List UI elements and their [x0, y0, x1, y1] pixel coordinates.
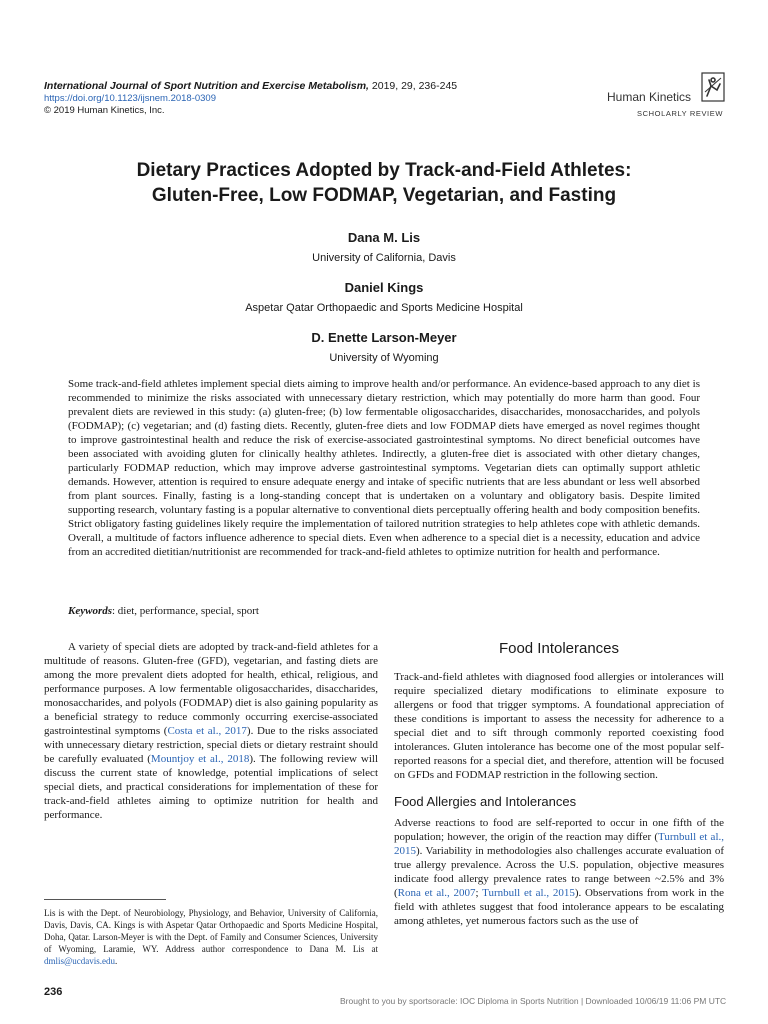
body-text: Adverse reactions to food are self-reported to occur in one fifth of the population; however, the origin of the reaction may differ ( — [394, 817, 724, 843]
footnote-text: Lis is with the Dept. of Neurobiology, Physiology, and Behavior, University of California, Davis, Davis, CA. Kings is with Aspetar Qatar Orthopaedic and Sports Medicine Hospital, Doha, Qatar. Larson-Meyer is with the Dept. of Family and Consumer Sciences, University of Wyoming, Laramie, WY. Address author correspondence to Dana M. Lis at — [44, 908, 378, 954]
article-title — [60, 158, 708, 208]
author-block — [100, 330, 668, 365]
citation-link[interactable]: Mountjoy et al., 2018 — [150, 753, 250, 765]
author-affiliation: Aspetar Qatar Orthopaedic and Sports Medicine Hospital — [245, 302, 523, 314]
citation-link[interactable]: Rona et al., 2007 — [397, 887, 476, 899]
copyright: © 2019 Human Kinetics, Inc. — [44, 105, 165, 116]
body-text: ). Variability in methodologies also challenges accurate evaluation of true allergy prevalence. Across the U.S. population, objective measures indicate food allergy prevalence rates to range between ~2.5% and 3% ( — [394, 845, 724, 899]
abstract: Some track-and-field athletes implement special diets aiming to improve health and/or performance. An evidence-based approach to any diet is recommended to minimize the risks associated with unnecessary dietary restriction, which may potentially do more harm than good. Four prevalent diets are reviewed in this study: (a) gluten-free; (b) low fermentable oligosaccharides, disaccharides, monosaccharides, and polyols (FODMAP); (c) vegetarian; and (d) fasting diets. Recently, gluten-free diets and low FODMAP diets have emerged as novel regimes thought to improve gastrointestinal health and reduce the risk of exercise-associated gastrointestinal symptoms. No direct beneficial outcomes have been associated with avoiding gluten for clinically healthy athletes. Indirectly, a gluten-free diet is associated with other dietary changes, particularly FODMAP reduction, which may improve adverse gastrointestinal symptoms. Vegetarian diets can optimally support athletic demands. However, attention is required to ensure adequate energy and intake of specific nutrients that are less abundant or less well absorbed from plant sources. Finally, fasting is a long-standing concept that is undertaken on a voluntary and obligatory basis. Despite limited supporting research, voluntary fasting is a popular alternative to conventional diets perceptually offering health and body composition benefits. Strict obligatory fasting guidelines likely require the implementation of tailored nutrition strategies to help athletes cope with athletic demands. Overall, a multitude of factors influence adherence to special diets. Even when adherence to a special diet is a necessity, education and advice from an accredited dietitian/nutritionist are recommended for track-and-field athletes to optimize nutrition for health and performance. — [68, 378, 700, 558]
footnote-end: . — [115, 956, 118, 966]
citation-link[interactable]: Costa et al., 2017 — [167, 725, 247, 737]
footnote-divider — [44, 899, 166, 900]
citation-link[interactable]: Turnbull et al., 2015 — [482, 887, 575, 899]
article-type: SCHOLARLY REVIEW — [637, 109, 724, 118]
author-name: Dana M. Lis — [347, 230, 421, 245]
citation-link[interactable]: Turnbull et al., 2015 — [394, 831, 724, 857]
download-notice: Brought to you by sportsoracle: IOC Diploma in Sports Nutrition | Downloaded 10/06/19 11:06 PM UTC — [340, 996, 727, 1006]
human-kinetics-logo-icon — [701, 72, 725, 102]
publisher-name: Human Kinetics — [607, 90, 692, 104]
publisher-logo — [597, 72, 727, 122]
subsection-heading: Food Allergies and Intolerances — [394, 794, 577, 809]
intro-text: A variety of special diets are adopted by track-and-field athletes for a multitude of reasons. Gluten-free (GFD), vegetarian, and fasting diets are among the more prevalent diets adopted for health, ethical, religious, and performance purposes. A low fermentable oligosaccharides, disaccharides, monosaccharides, and polyols (FODMAP) diet is also gaining popularity as a beneficial strategy to reduce commonly occurring exercise-associated gastrointestinal symptoms ( — [44, 641, 378, 737]
journal-volume: 2019, 29, 236-245 — [368, 80, 458, 92]
author-name: D. Enette Larson-Meyer — [311, 330, 457, 345]
email-link[interactable]: dmlis@ucdavis.edu — [44, 956, 116, 966]
author-block — [100, 280, 668, 315]
author-block — [100, 230, 668, 265]
title-line-2: Gluten-Free, Low FODMAP, Vegetarian, and Fasting — [151, 185, 617, 206]
title-line-1: Dietary Practices Adopted by Track-and-Field Athletes: — [136, 160, 632, 181]
subsection-paragraph — [394, 816, 724, 928]
body-text: ; — [475, 887, 483, 899]
intro-text: ). Due to the risks associated with unnecessary dietary restriction, special diets or dietary restraint should be carefully evaluated ( — [44, 725, 379, 765]
intro-column — [44, 640, 378, 822]
keywords-label: Keywords — [68, 605, 112, 617]
author-affiliation: University of Wyoming — [329, 352, 439, 364]
page-number: 236 — [44, 986, 63, 998]
author-footnote — [44, 907, 378, 967]
doi-link[interactable]: https://doi.org/10.1123/ijsnem.2018-0309 — [44, 93, 216, 104]
keywords — [68, 604, 700, 618]
body-text: ). Observations from work in the field with athletes suggest that food intolerance appears to be escalating among athletes, yet numerous factors such as the use of — [394, 887, 724, 927]
section-paragraph: Track-and-field athletes with diagnosed food allergies or intolerances will require specialized dietary modifications to eliminate exposure to allergens or food that trigger symptoms. A foundational appreciation of these conditions is important to assess the necessity for adherence to a special diet and to sift through commonly reported coexisting food intolerances. Gluten intolerance has become one of the most popular self-reported reasons for a special diet, and therefore, attention will be focused on GFDs and FODMAP restriction in the following section. — [394, 671, 724, 781]
journal-name: International Journal of Sport Nutrition and Exercise Metabolism, — [44, 80, 369, 92]
intro-paragraph — [44, 640, 378, 822]
author-name: Daniel Kings — [344, 280, 424, 295]
author-affiliation: University of California, Davis — [312, 252, 456, 264]
section-heading: Food Intolerances — [498, 640, 620, 657]
intro-text: ). The following review will discuss the current state of knowledge, potential implications of select special diets, and practical considerations for implementation of these for track-and-field athletes aiming to optimize nutrition for health and performance. — [44, 753, 378, 821]
keywords-list: : diet, performance, special, sport — [112, 605, 259, 617]
body-column-right — [394, 640, 724, 928]
